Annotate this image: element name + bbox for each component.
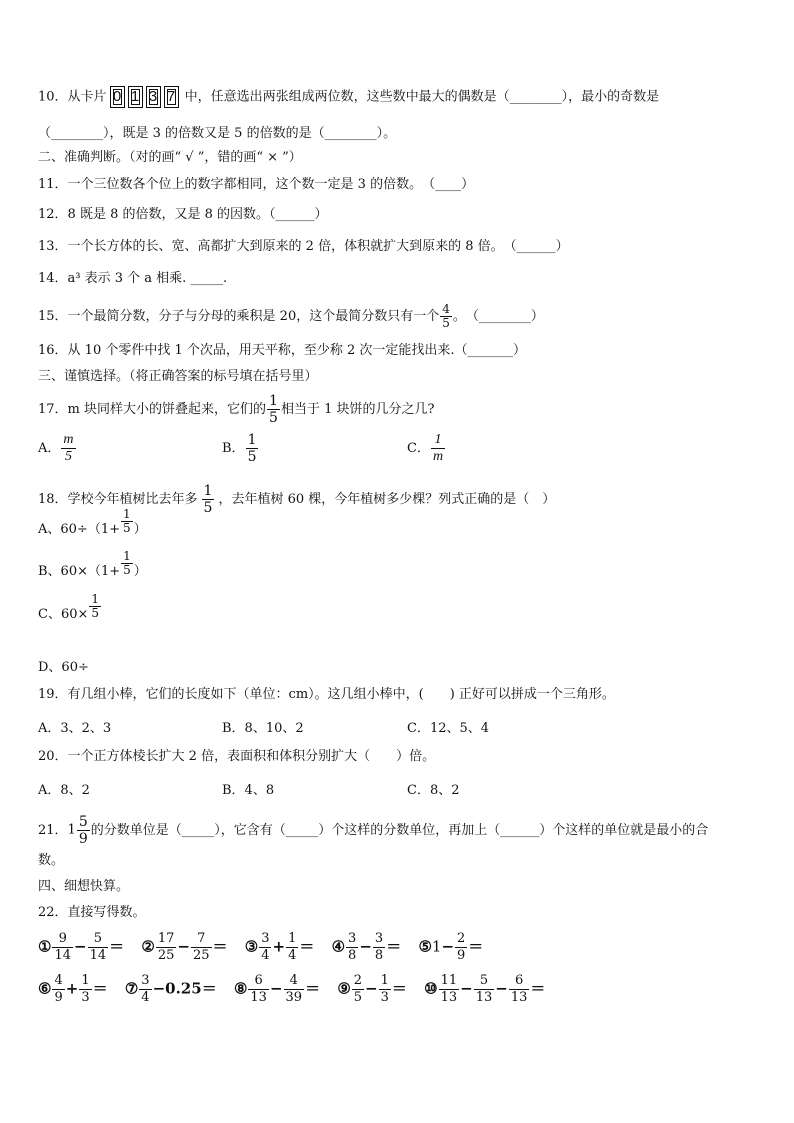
- question-17-option-a[interactable]: [38, 432, 77, 465]
- question-17-fraction: [267, 393, 280, 426]
- fraction-denominator: 13: [510, 990, 528, 1005]
- item-marker: ③: [244, 937, 259, 956]
- fraction-numerator: 2: [353, 973, 363, 988]
- item-marker: ①: [38, 937, 52, 956]
- fraction-denominator: 5: [442, 316, 450, 330]
- mixed-number: [68, 814, 91, 847]
- item-marker: ⑤: [418, 937, 432, 956]
- question-19-option-b[interactable]: B．8、10、2: [222, 721, 304, 736]
- fraction-numerator: 1: [123, 549, 131, 563]
- question-22: 22．直接写得数。: [38, 905, 146, 920]
- question-18-fraction: [202, 483, 215, 516]
- fraction-numerator: 3: [348, 931, 357, 946]
- fraction-numerator: 1: [81, 973, 90, 988]
- operator: −: [269, 979, 283, 998]
- question-15: [38, 303, 544, 330]
- question-19: 19．有几组小棒，它们的长度如下（单位：cm）。这几组小棒中，( ) 正好可以拼成一个三角形。: [38, 687, 615, 702]
- fraction-numerator: 1: [247, 432, 257, 448]
- fraction-numerator: 1: [269, 393, 278, 409]
- fraction-b: [88, 931, 109, 964]
- fraction-numerator: 4: [54, 973, 63, 988]
- equals-sign: ＝: [468, 937, 484, 956]
- question-17: [38, 393, 434, 426]
- equals-sign: ＝: [201, 979, 217, 998]
- fraction-denominator: 4: [261, 948, 270, 963]
- question-10-line2: （________），既是 3 的倍数又是 5 的倍数的是（________）。: [38, 126, 397, 141]
- option-text: B、60×（1+: [38, 564, 121, 579]
- option-fraction: [431, 432, 445, 465]
- fraction-numerator: 11: [440, 973, 458, 988]
- question-13: 13．一个长方体的长、宽、高都扩大到原来的 2 倍，体积就扩大到原来的 8 倍。 （______）: [38, 239, 569, 254]
- fraction-denominator: 14: [89, 948, 107, 963]
- fraction-b: [474, 973, 495, 1006]
- operator: +: [65, 979, 79, 998]
- question-17-option-b[interactable]: [222, 432, 259, 465]
- fraction-denominator: 5: [123, 563, 131, 577]
- fraction-b: [79, 973, 91, 1006]
- fraction-b: [286, 931, 298, 964]
- question-10-num: 10．: [38, 89, 68, 105]
- item-marker: ④: [331, 937, 346, 956]
- fraction-b: [455, 931, 467, 964]
- fraction-b: [379, 973, 391, 1006]
- equals-sign: ＝: [299, 937, 315, 956]
- question-17-option-c[interactable]: [407, 432, 446, 465]
- fraction-numerator: 17: [157, 931, 175, 946]
- item-marker: ⑥: [38, 979, 52, 998]
- fraction-denominator: 25: [192, 948, 210, 963]
- question-19-option-c[interactable]: C．12、5、4: [407, 721, 490, 736]
- fraction-denominator: 25: [157, 948, 175, 963]
- calc-item-5: [418, 931, 483, 964]
- question-10-pre: 从卡片: [67, 89, 107, 105]
- leading-number: 1: [431, 937, 442, 956]
- operator: −: [74, 937, 87, 956]
- item-marker: ⑩: [424, 979, 438, 998]
- equals-sign: ＝: [305, 979, 321, 998]
- question-21: [38, 814, 708, 847]
- fraction-denominator: 14: [54, 948, 71, 963]
- calc-row-2: [38, 973, 557, 1006]
- equals-sign: ＝: [109, 937, 125, 956]
- question-17-pre: 17．m 块同样大小的饼叠起来，它们的: [38, 402, 267, 417]
- fraction-denominator: 39: [285, 990, 303, 1005]
- calc-item-8: [234, 973, 320, 1006]
- option-text-end: ）: [133, 564, 147, 579]
- fraction-a: [439, 973, 460, 1006]
- option-text-end: ）: [133, 522, 147, 537]
- mixed-whole: 1: [67, 822, 76, 838]
- fraction-numerator: 1: [91, 592, 100, 606]
- equals-sign: ＝: [386, 937, 402, 956]
- question-18-option-b[interactable]: [38, 549, 147, 585]
- option-text: C、60×: [38, 607, 89, 622]
- fraction-denominator: 9: [54, 990, 63, 1005]
- fraction-numerator: 1: [380, 973, 389, 988]
- fraction-a: [248, 973, 269, 1006]
- question-17-post: 相当于 1 块饼的几分之几?: [280, 402, 435, 417]
- option-fraction: [121, 508, 133, 535]
- question-18-option-a[interactable]: [38, 507, 147, 543]
- option-fraction: [89, 593, 101, 620]
- fraction-denominator: 13: [475, 990, 493, 1005]
- fraction-numerator: 5: [474, 973, 495, 990]
- fraction-numerator: 1: [288, 931, 297, 946]
- calc-item-4: [332, 931, 402, 964]
- fraction-numerator: 3: [374, 931, 384, 946]
- fraction-denominator: 9: [457, 948, 466, 963]
- fraction-denominator: 5: [247, 449, 257, 465]
- item-marker: ⑦: [124, 979, 139, 998]
- fraction-numerator: 2: [457, 931, 466, 946]
- option-label: C．: [407, 441, 430, 456]
- question-21-post: 的分数单位是（_____），它含有（_____）个这样的分数单位，再加上（______）个这样的单位就是最小的合: [90, 823, 709, 838]
- calc-item-3: [245, 931, 315, 964]
- fraction-c: [509, 973, 530, 1006]
- question-12: 12．8 既是 8 的倍数，又是 8 的因数。（______）: [38, 207, 328, 222]
- fraction-a: [139, 973, 151, 1006]
- question-21-line2: 数。: [38, 853, 65, 868]
- fraction-denominator: 5: [353, 990, 363, 1005]
- question-14: 14．a³ 表示 3 个 a 相乘. _____.: [38, 271, 228, 286]
- question-18-option-d[interactable]: D、60÷: [38, 660, 89, 675]
- fraction-numerator: 3: [141, 973, 150, 988]
- fraction-numerator: 5: [78, 814, 88, 830]
- calc-item-10: [424, 973, 545, 1006]
- calc-row-1: [38, 931, 495, 964]
- calc-item-7: [125, 973, 217, 1006]
- digit-card-7: 7: [164, 86, 179, 108]
- question-20-option-b[interactable]: B．4、8: [222, 783, 275, 798]
- option-fraction: [246, 432, 259, 465]
- equals-sign: ＝: [92, 979, 108, 998]
- question-18: [38, 483, 555, 516]
- fraction-a: [346, 931, 358, 964]
- question-20-option-a[interactable]: A．8、2: [38, 783, 90, 798]
- calc-item-9: [337, 973, 407, 1006]
- fraction-numerator: 7: [191, 931, 212, 948]
- calc-item-2: [141, 931, 227, 964]
- digit-cards: [110, 86, 182, 108]
- option-label: A．: [38, 441, 61, 456]
- question-10: [38, 86, 659, 108]
- digit-card-1: 1: [128, 86, 143, 108]
- fraction-a: [156, 931, 177, 964]
- item-marker: ②: [141, 937, 155, 956]
- fraction-denominator: 3: [81, 990, 90, 1005]
- section-2-heading: 二、准确判断。（对的画“ √ ”，错的画“ × ”）: [38, 150, 302, 165]
- fraction-denominator: 5: [203, 500, 213, 516]
- option-label: B．: [222, 441, 245, 456]
- fraction-denominator: 4: [141, 990, 150, 1005]
- operator: −: [177, 937, 190, 956]
- question-15-fraction: [440, 303, 452, 330]
- fraction-denominator: 13: [250, 990, 267, 1005]
- question-20-option-c[interactable]: C．8、2: [407, 783, 460, 798]
- question-15-pre: 15．一个最简分数，分子与分母的乘积是 20，这个最简分数只有一个: [38, 309, 440, 324]
- question-18-pre: 18．学校今年植树比去年多: [38, 492, 198, 507]
- equals-sign: ＝: [530, 979, 546, 998]
- digit-card-0: 0: [110, 86, 125, 108]
- operator: −: [359, 937, 372, 956]
- question-20: 20．一个正方体棱长扩大 2 倍，表面积和体积分别扩大（ ）倍。: [38, 749, 436, 764]
- operator: −: [441, 937, 455, 956]
- fraction-denominator: 8: [348, 948, 357, 963]
- fraction-b: [373, 931, 385, 964]
- mixed-fraction: [77, 814, 90, 847]
- item-marker: ⑧: [233, 979, 248, 998]
- fraction-denominator: m: [432, 449, 444, 464]
- fraction-numerator: 9: [52, 931, 73, 948]
- option-fraction: [61, 432, 75, 465]
- fraction-denominator: 4: [288, 948, 297, 963]
- fraction-numerator: 1: [123, 507, 131, 521]
- question-18-option-c[interactable]: [38, 592, 102, 628]
- fraction-b: [191, 931, 212, 964]
- fraction-a: [52, 931, 73, 964]
- question-18-post: ，去年植树 60 棵，今年植树多少棵？列式正确的是（ ）: [218, 492, 556, 507]
- question-21-num: 21．: [38, 823, 68, 838]
- digit-card-3: 3: [146, 86, 161, 108]
- fraction-b: [284, 973, 305, 1006]
- fraction-numerator: 6: [509, 973, 530, 990]
- fraction-numerator: 3: [261, 931, 270, 946]
- equals-sign: ＝: [212, 937, 228, 956]
- fraction-denominator: 5: [123, 521, 131, 535]
- item-marker: ⑨: [337, 979, 351, 998]
- fraction-numerator: 5: [88, 931, 109, 948]
- calc-item-6: [38, 973, 108, 1006]
- fraction-numerator: 6: [248, 973, 269, 990]
- fraction-denominator: 5: [64, 449, 72, 464]
- fraction-a: [352, 973, 364, 1006]
- fraction-a: [259, 931, 271, 964]
- section-3-heading: 三、谨慎选择。（将正确答案的标号填在括号里）: [38, 369, 318, 384]
- fraction-denominator: 8: [374, 948, 384, 963]
- fraction-denominator: 3: [380, 990, 389, 1005]
- question-15-post: 。 （________）: [452, 309, 544, 324]
- section-4-heading: 四、细想快算。: [38, 879, 130, 894]
- fraction-denominator: 13: [440, 990, 458, 1005]
- option-fraction: [121, 550, 133, 577]
- fraction-denominator: 9: [78, 831, 88, 847]
- question-11: 11．一个三位数各个位上的数字都相同，这个数一定是 3 的倍数。 （____）: [38, 177, 475, 192]
- question-16: 16．从 10 个零件中找 1 个次品，用天平称，至少称 2 次一定能找出来.（_______）: [38, 343, 527, 358]
- fraction-numerator: 1: [431, 432, 445, 449]
- fraction-denominator: 5: [91, 606, 100, 620]
- operator: −: [365, 979, 378, 998]
- operator: +: [272, 937, 286, 956]
- fraction-denominator: 5: [269, 410, 278, 426]
- fraction-numerator: m: [63, 432, 74, 447]
- operator: −: [460, 979, 473, 998]
- question-19-option-a[interactable]: A．3、2、3: [38, 721, 112, 736]
- option-text: A、60÷（1+: [38, 522, 120, 537]
- operator: −0.25: [152, 979, 202, 998]
- question-10-post: 中，任意选出两张组成两位数，这些数中最大的偶数是（________），最小的奇数是: [184, 89, 660, 105]
- operator-2: −: [495, 979, 508, 998]
- fraction-numerator: 4: [284, 973, 305, 990]
- fraction-numerator: 4: [442, 302, 450, 316]
- fraction-a: [52, 973, 64, 1006]
- calc-item-1: [38, 931, 124, 964]
- fraction-numerator: 1: [203, 483, 213, 499]
- equals-sign: ＝: [391, 979, 407, 998]
